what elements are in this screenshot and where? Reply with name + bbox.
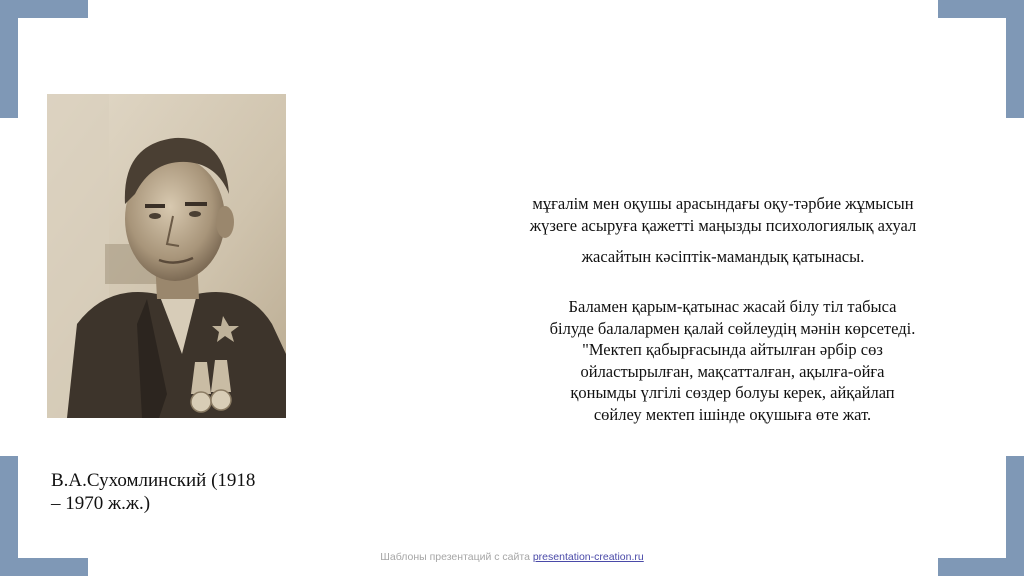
frame-corner-top-right-v: [1006, 0, 1024, 118]
quote-line-6: сөйлеу мектеп ішінде оқушыға өте жат.: [593, 404, 872, 424]
portrait-photo: [47, 94, 286, 418]
footer-link[interactable]: presentation-creation.ru: [532, 551, 644, 563]
quote-paragraph: [495, 296, 970, 425]
quote-line-2: білуде балалармен қалай сөйлеудің мәнін көрсетеді.: [549, 318, 916, 338]
quote-line-5: қонымды үлгілі сөздер болуы керек, айқайлап: [570, 383, 895, 402]
caption-line-2: – 1970 ж.ж.): [51, 493, 151, 514]
quote-line-3: "Мектеп қабырғасында айтылған әрбір сөз: [582, 340, 883, 359]
definition-line-3: жасайтын кәсіптік-мамандық қатынасы.: [581, 247, 865, 266]
definition-line-1: мұғалім мен оқушы арасындағы оқу-тәрбие жұмысын: [532, 194, 914, 213]
footer-prefix: Шаблоны презентаций с сайта: [380, 551, 530, 563]
frame-corner-top-left-v: [0, 0, 18, 118]
quote-line-4: ойластырылған, мақсатталған, ақылға-ойға: [580, 361, 885, 381]
portrait-caption: [51, 469, 291, 515]
caption-line-1: В.А.Сухомлинский (1918: [51, 470, 256, 491]
quote-line-1: Баламен қарым-қатынас жасай білу тіл табыса: [568, 297, 897, 316]
definition-line-2: жүзеге асыруға қажетті маңызды психологиялық ахуал: [529, 216, 917, 235]
definition-paragraph: [478, 193, 968, 268]
footer-credit: [0, 551, 1024, 563]
